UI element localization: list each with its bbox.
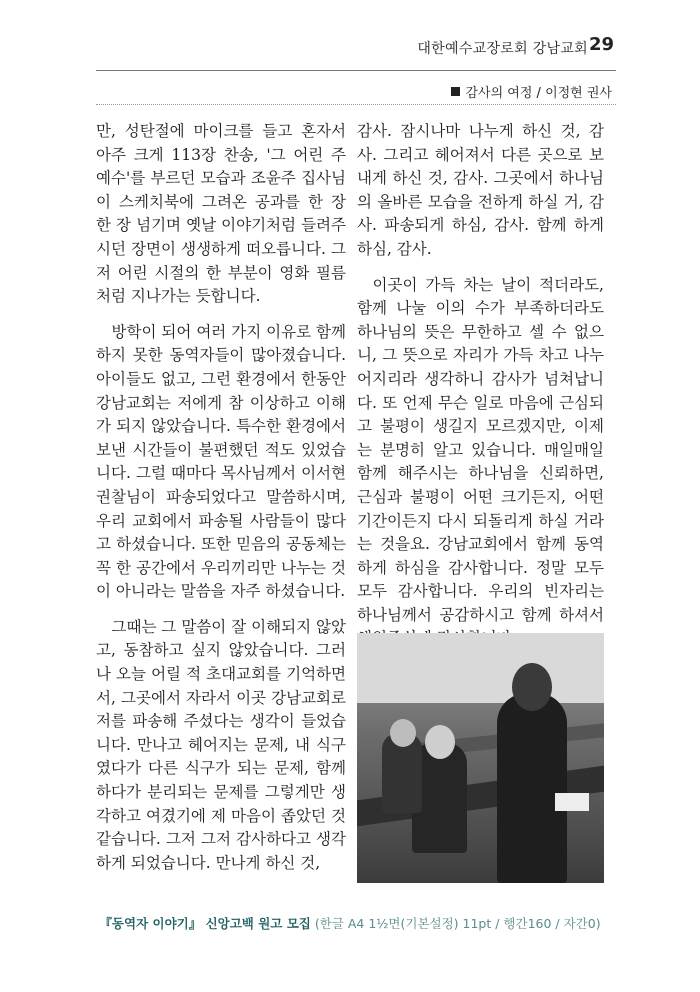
right-column — [357, 120, 604, 663]
child-head — [390, 719, 416, 747]
footer-title: 『동역자 이야기』 신앙고백 원고 모집 — [99, 916, 311, 931]
section-byline — [451, 82, 613, 101]
section-label: 감사의 여정 / 이정현 권사 — [465, 86, 612, 101]
paragraph: 방학이 되어 여러 가지 이유로 함께 하지 못한 동역자들이 많아졌습니다. 아이들도 없고, 그런 환경에서 한동안 강남교회는 저에게 참 이상하고 이해가 되지 않았습니다. 특수한 환경에서 보낸 시간들이 불편했던 적도 있었습니다. 그럴 때마다 목사님께서 이서현 권찰님이 파송되었다고 말씀하시며, 우리 교회에서 파송될 사람들이 많다고 하셨습니다. 또한 믿음의 공동체는 꼭 한 공간에서 우리끼리만 나누는 것이 아니라는 말씀을 자주 하셨습니다. — [96, 322, 346, 601]
header-church-name: 대한예수교장로회 강남교회 — [417, 41, 588, 57]
paragraph: 그때는 그 말씀이 잘 이해되지 않았고, 동참하고 싶지 않았습니다. 그러나 오늘 어릴 적 초대교회를 기억하면서, 그곳에서 자라서 이곳 강남교회로 저를 파송해 주셨다는 생각이 들었습니다. 만나고 헤어지는 문제, 내 식구였다가 다른 식구가 되는 문제, 함께 하다가 분리되는 문제를 그렇게만 생각하고 여겼기에 제 마음이 좁았던 것 같습니다. 그저 그저 감사하다고 생각하게 되었습니다. 만나게 하신 것, — [96, 617, 346, 872]
header-divider — [96, 70, 616, 71]
footer-spec: (한글 A4 1½면(기본설정) 11pt / 행간160 / 자간0) — [314, 916, 601, 931]
left-column — [96, 120, 346, 887]
section-divider — [96, 104, 616, 105]
footer-notice — [0, 914, 700, 932]
black-square-icon — [451, 87, 460, 96]
paragraph: 감사. 잠시나마 나누게 하신 것, 감사. 그리고 헤어져서 다른 곳으로 보내게 하신 것, 감사. 그곳에서 하나님의 올바른 모습을 전하게 하실 거, 감사. 파송되게 하심, 감사. 함께 하게 하심, 감사. — [357, 122, 604, 258]
woman-head — [512, 663, 552, 711]
paragraph: 만, 성탄절에 마이크를 들고 혼자서 아주 크게 113장 찬송, '그 어린 주 예수'를 부르던 모습과 조윤주 집사님이 스케치북에 그려온 공과를 한 장 한 장 넘기며 옛날 이야기처럼 들려주시던 장면이 생생하게 떠오릅니다. 그저 어린 시절의 한 부분이 영화 필름처럼 지나가는 듯합니다. — [96, 122, 346, 306]
white-paper — [555, 793, 589, 811]
page-number: 29 — [588, 34, 614, 55]
woman-figure — [497, 693, 567, 883]
child-head — [425, 725, 455, 759]
church-children-photo — [357, 633, 604, 883]
paragraph: 이곳이 가득 차는 날이 적더라도, 함께 나눌 이의 수가 부족하더라도 하나님의 뜻은 무한하고 셀 수 없으니, 그 뜻으로 자리가 가득 차고 나누어지리라 생각하니 감사가 넘쳐납니다. 또 언제 무슨 일로 마음에 근심되고 불평이 생길지 모르겠지만, 이제는 분명히 알고 있습니다. 매일매일 함께 해주시는 하나님을 신뢰하면, 근심과 불평이 어떤 크기든지, 어떤 기간이든지 다시 되돌리게 하실 거라는 것을요. 강남교회에서 함께 동역하게 하심을 감사합니다. 정말 모두 모두 감사합니다. 우리의 빈자리는 하나님께서 공감하시고 함께 하셔서 — [357, 275, 604, 624]
window-light — [357, 633, 604, 703]
